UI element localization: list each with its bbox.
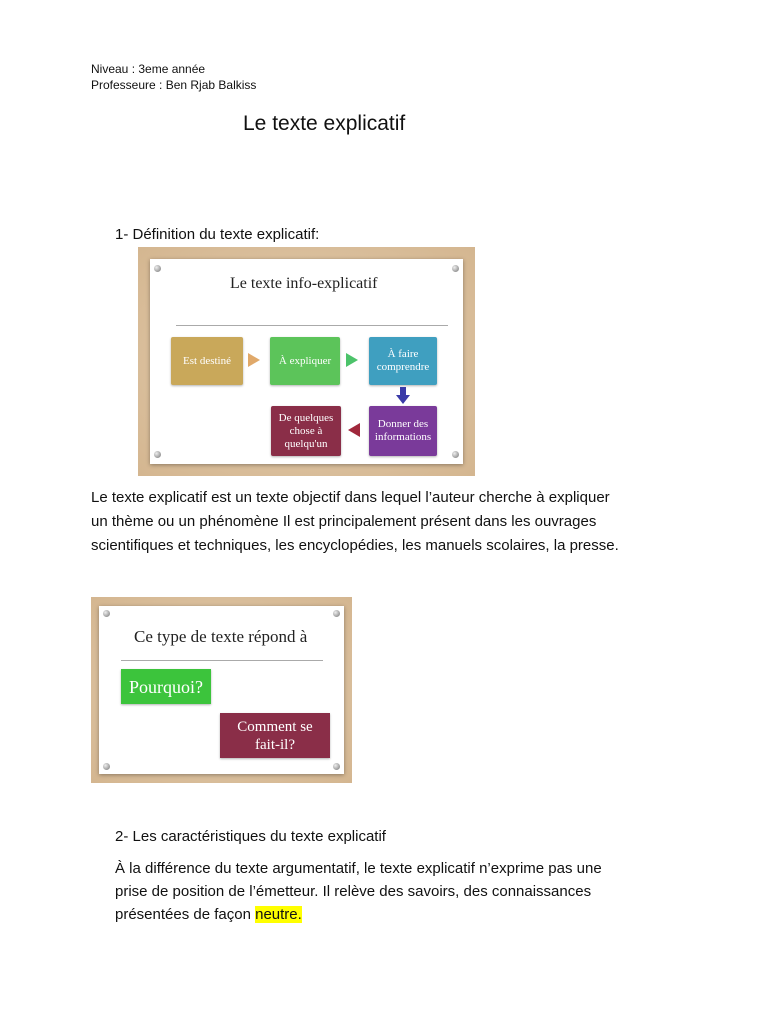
pin-icon bbox=[333, 610, 340, 617]
box-quelque-chose: De quelques chose à quelqu'un bbox=[271, 406, 341, 456]
slide-board bbox=[99, 606, 344, 774]
box-donner-informations: Donner des informations bbox=[369, 406, 437, 456]
slide-divider bbox=[176, 325, 448, 326]
arrow-left-icon bbox=[348, 423, 360, 437]
box-a-faire-comprendre: À faire comprendre bbox=[369, 337, 437, 385]
arrow-right-icon bbox=[346, 353, 358, 367]
slide-title: Le texte info-explicatif bbox=[230, 275, 378, 292]
definition-paragraph bbox=[91, 486, 731, 558]
page-title: Le texte explicatif bbox=[243, 112, 406, 135]
slide-divider bbox=[121, 660, 323, 661]
paragraph-line: un thème ou un phénomène Il est principalement présent dans les ouvrages bbox=[91, 513, 597, 530]
section-1-heading: 1- Définition du texte explicatif: bbox=[115, 226, 320, 243]
pin-icon bbox=[154, 451, 161, 458]
pin-icon bbox=[452, 265, 459, 272]
paragraph-line: prise de position de l’émetteur. Il relève des savoirs, des connaissances bbox=[115, 883, 592, 900]
highlighted-word: neutre. bbox=[255, 906, 302, 923]
teacher-label: Professeure : Ben Rjab Balkiss bbox=[91, 78, 257, 92]
slide-board bbox=[150, 259, 463, 464]
slide-question-types bbox=[91, 597, 352, 783]
arrow-right-icon bbox=[248, 353, 260, 367]
pin-icon bbox=[103, 763, 110, 770]
box-comment-se-fait-il: Comment se fait-il? bbox=[220, 713, 330, 758]
arrow-down-icon bbox=[396, 395, 410, 404]
level-label: Niveau : 3eme année bbox=[91, 62, 206, 76]
slide-title: Ce type de texte répond à bbox=[134, 627, 308, 646]
section-2-heading: 2- Les caractéristiques du texte explicatif bbox=[115, 828, 386, 845]
paragraph-line-prefix: présentées de façon bbox=[115, 906, 256, 923]
pin-icon bbox=[103, 610, 110, 617]
paragraph-line: scientifiques et techniques, les encyclopédies, les manuels scolaires, la presse. bbox=[91, 537, 619, 554]
characteristics-paragraph bbox=[115, 857, 735, 926]
box-a-expliquer: À expliquer bbox=[270, 337, 340, 385]
paragraph-line bbox=[115, 903, 735, 926]
paragraph-line: À la différence du texte argumentatif, le texte explicatif n’exprime pas une bbox=[115, 860, 602, 877]
arrow-down-stem bbox=[400, 387, 406, 395]
pin-icon bbox=[333, 763, 340, 770]
slide-info-explicatif bbox=[138, 247, 475, 476]
pin-icon bbox=[154, 265, 161, 272]
paragraph-line: Le texte explicatif est un texte objectif dans lequel l’auteur cherche à expliquer bbox=[91, 489, 610, 506]
box-est-destine: Est destiné bbox=[171, 337, 243, 385]
box-pourquoi: Pourquoi? bbox=[121, 669, 211, 704]
pin-icon bbox=[452, 451, 459, 458]
